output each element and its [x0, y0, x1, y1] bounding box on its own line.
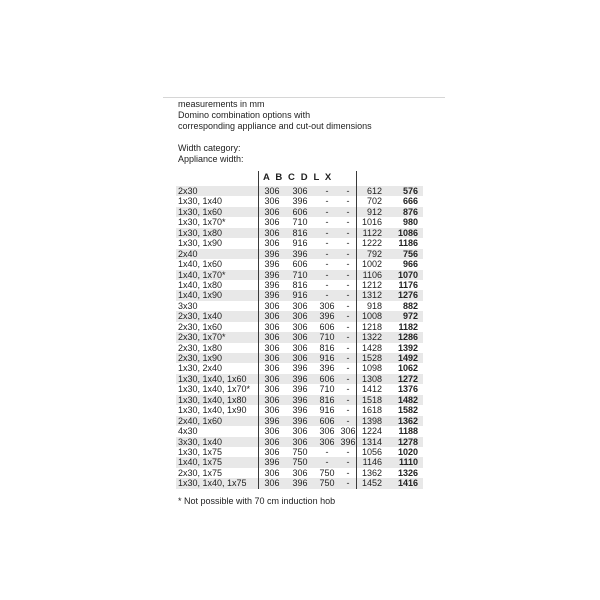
col-l-value: 702: [366, 196, 382, 207]
intro-line-cutout: corresponding appliance and cut-out dimensions: [178, 121, 372, 131]
col-l-value: 1016: [361, 217, 382, 228]
table-row: [176, 207, 423, 217]
col-c-value: -: [325, 238, 329, 249]
table-row: [176, 270, 423, 280]
col-d-value: -: [346, 415, 350, 426]
table-row: [176, 290, 423, 300]
col-d-value: -: [346, 446, 350, 457]
col-l-value: 1452: [361, 478, 382, 489]
col-a-value: 306: [264, 217, 280, 228]
col-d-value: -: [346, 363, 350, 374]
combination-label: 1x40, 1x75: [178, 457, 223, 468]
table-row: [176, 311, 423, 321]
col-l-value: 1222: [361, 238, 382, 249]
col-c-value: -: [325, 248, 329, 259]
table-row: [176, 238, 423, 248]
col-a-value: 306: [264, 446, 280, 457]
col-d-value: -: [346, 217, 350, 228]
col-x-value: 876: [402, 206, 418, 217]
col-x-value: 1086: [397, 227, 418, 238]
col-l-value: 1428: [361, 342, 382, 353]
col-b-value: 306: [292, 436, 308, 447]
table-left-divider: [258, 171, 259, 489]
table-row: [176, 196, 423, 206]
col-a-value: 306: [264, 426, 280, 437]
col-b-value: 396: [292, 248, 308, 259]
category-labels: [178, 143, 244, 165]
col-l-value: 1008: [361, 311, 382, 322]
col-c-value: -: [325, 457, 329, 468]
col-b-value: 396: [292, 478, 308, 489]
table-row: [176, 249, 423, 259]
col-l-value: 1398: [361, 415, 382, 426]
table-row: [176, 395, 423, 405]
col-d-value: -: [346, 300, 350, 311]
col-b-value: 396: [292, 196, 308, 207]
table-row: [176, 457, 423, 467]
col-l-value: 792: [366, 248, 382, 259]
col-c-value: -: [325, 446, 329, 457]
col-d-value: -: [346, 384, 350, 395]
col-b-value: 306: [292, 300, 308, 311]
table-row: [176, 374, 423, 384]
table-row: [176, 437, 423, 447]
col-x-value: 1176: [398, 279, 418, 290]
col-d-value: -: [346, 290, 350, 301]
combination-label: 1x40, 1x80: [178, 279, 223, 290]
col-d-value: -: [346, 259, 350, 270]
col-a-value: 306: [264, 436, 280, 447]
combination-table-body: [176, 186, 423, 489]
table-row: [176, 322, 423, 332]
col-d-value: -: [346, 206, 350, 217]
table-row: [176, 447, 423, 457]
combination-label: 2x30, 1x90: [178, 353, 223, 363]
col-d-value: -: [346, 227, 350, 238]
col-d-value: -: [346, 394, 350, 405]
col-d-value: -: [346, 467, 350, 478]
col-a-value: 396: [264, 248, 280, 259]
table-row: [176, 259, 423, 269]
col-d-value: -: [346, 248, 350, 259]
col-x-value: 980: [402, 217, 418, 228]
col-c-value: 606: [319, 373, 335, 384]
combination-label: 2x30, 1x75: [178, 467, 223, 478]
col-l-value: 918: [366, 300, 382, 311]
col-b-value: 816: [292, 279, 308, 290]
col-a-value: 306: [264, 238, 280, 249]
combination-label: 2x40, 1x60: [178, 415, 223, 426]
combination-label: 2x30, 1x80: [178, 342, 223, 353]
table-row: [176, 384, 423, 394]
table-row: [176, 186, 423, 196]
col-b-value: 816: [292, 227, 308, 238]
col-a-value: 306: [264, 353, 280, 363]
table-row: [176, 468, 423, 478]
col-b-value: 306: [292, 321, 308, 332]
col-c-value: -: [325, 217, 329, 228]
col-d-value: -: [346, 332, 350, 343]
col-b-value: 306: [292, 353, 308, 363]
col-d-value: -: [346, 196, 350, 207]
table-row: [176, 301, 423, 311]
col-c-value: 710: [319, 332, 335, 343]
col-c-value: 606: [319, 321, 335, 332]
col-d-value: -: [346, 405, 350, 416]
col-a-value: 306: [264, 196, 280, 207]
table-row: [176, 343, 423, 353]
col-x-value: 1492: [397, 353, 418, 363]
col-x-value: 1062: [397, 363, 418, 374]
col-x-value: 1416: [397, 478, 418, 489]
col-d-value: -: [346, 238, 350, 249]
col-b-value: 396: [292, 415, 308, 426]
combination-label: 4x30: [178, 426, 198, 437]
combination-label: 1x30, 1x80: [178, 227, 223, 238]
combination-label: 1x30, 1x90: [178, 238, 223, 249]
col-b-value: 750: [292, 446, 308, 457]
col-d-value: 306: [340, 426, 356, 437]
col-b-value: 396: [292, 373, 308, 384]
col-c-value: 396: [319, 363, 335, 374]
col-d-value: -: [346, 478, 350, 489]
col-d-value: -: [346, 311, 350, 322]
col-l-value: 1518: [361, 394, 382, 405]
col-x-value: 576: [402, 186, 418, 196]
combination-label: 1x30, 1x40, 1x60: [178, 373, 247, 384]
col-x-value: 882: [402, 300, 418, 311]
col-l-value: 1618: [361, 405, 382, 416]
col-c-value: 710: [319, 384, 335, 395]
combination-label: 1x40, 1x70*: [178, 269, 226, 280]
table-column-header: A B C D L X: [263, 172, 333, 183]
col-a-value: 306: [264, 363, 280, 374]
col-l-value: 1308: [361, 373, 382, 384]
col-d-value: -: [346, 279, 350, 290]
top-divider-rule: [163, 97, 445, 98]
table-row: [176, 416, 423, 426]
col-a-value: 306: [264, 342, 280, 353]
col-b-value: 306: [292, 332, 308, 343]
col-c-value: 306: [319, 426, 335, 437]
col-x-value: 1582: [397, 405, 418, 416]
table-row: [176, 228, 423, 238]
col-b-value: 306: [292, 186, 308, 196]
combination-label: 2x30, 1x70*: [178, 332, 226, 343]
appliance-width-label: Appliance width:: [178, 154, 244, 164]
col-x-value: 966: [402, 259, 418, 270]
col-b-value: 306: [292, 426, 308, 437]
col-b-value: 916: [292, 290, 308, 301]
col-c-value: 306: [319, 300, 335, 311]
col-d-value: -: [346, 269, 350, 280]
col-l-value: 1218: [361, 321, 382, 332]
col-a-value: 306: [264, 332, 280, 343]
col-c-value: -: [325, 206, 329, 217]
combination-label: 1x30, 1x70*: [178, 217, 226, 228]
col-a-value: 396: [264, 415, 280, 426]
combination-label: 1x40, 1x60: [178, 259, 223, 270]
width-category-label: Width category:: [178, 143, 241, 153]
table-row: [176, 405, 423, 415]
col-a-value: 306: [264, 311, 280, 322]
col-a-value: 396: [264, 290, 280, 301]
col-c-value: -: [325, 259, 329, 270]
col-a-value: 306: [264, 227, 280, 238]
col-c-value: 606: [319, 415, 335, 426]
col-c-value: 916: [319, 353, 335, 363]
col-x-value: 1376: [397, 384, 418, 395]
col-b-value: 306: [292, 342, 308, 353]
col-x-value: 1186: [398, 238, 418, 249]
table-right-divider: [356, 171, 357, 489]
col-a-value: 306: [264, 405, 280, 416]
intro-line-domino: Domino combination options with: [178, 110, 311, 120]
col-x-value: 1326: [397, 467, 418, 478]
col-d-value: 396: [340, 436, 356, 447]
combination-label: 1x30, 2x40: [178, 363, 223, 374]
table-row: [176, 363, 423, 373]
col-l-value: 1322: [361, 332, 382, 343]
col-c-value: -: [325, 227, 329, 238]
col-b-value: 606: [292, 259, 308, 270]
combination-label: 3x30, 1x40: [178, 436, 223, 447]
col-l-value: 1412: [361, 384, 382, 395]
intro-text: [178, 99, 372, 132]
intro-line-measurements: measurements in mm: [178, 99, 265, 109]
table-row: [176, 217, 423, 227]
col-b-value: 710: [292, 217, 308, 228]
col-x-value: 1110: [398, 457, 418, 468]
col-c-value: -: [325, 290, 329, 301]
col-d-value: -: [346, 321, 350, 332]
col-b-value: 306: [292, 311, 308, 322]
col-x-value: 1482: [397, 394, 418, 405]
col-b-value: 606: [292, 206, 308, 217]
col-x-value: 1070: [397, 269, 418, 280]
col-l-value: 1212: [361, 279, 382, 290]
combination-label: 3x30: [178, 300, 198, 311]
combination-label: 1x30, 1x40: [178, 196, 223, 207]
col-a-value: 306: [264, 394, 280, 405]
col-l-value: 1146: [362, 457, 382, 468]
col-b-value: 306: [292, 467, 308, 478]
col-x-value: 1286: [397, 332, 418, 343]
col-l-value: 1056: [361, 446, 382, 457]
col-x-value: 1362: [397, 415, 418, 426]
col-a-value: 306: [264, 206, 280, 217]
col-d-value: -: [346, 353, 350, 363]
col-a-value: 396: [264, 269, 280, 280]
col-b-value: 396: [292, 405, 308, 416]
col-a-value: 396: [264, 457, 280, 468]
col-l-value: 1122: [362, 227, 382, 238]
col-c-value: 816: [319, 394, 335, 405]
col-x-value: 1392: [397, 342, 418, 353]
col-c-value: 750: [319, 478, 335, 489]
col-c-value: 816: [319, 342, 335, 353]
col-a-value: 306: [264, 384, 280, 395]
col-l-value: 1224: [361, 426, 382, 437]
col-b-value: 750: [292, 457, 308, 468]
combination-label: 1x30, 1x40, 1x70*: [178, 384, 251, 395]
col-a-value: 306: [264, 467, 280, 478]
col-l-value: 1098: [361, 363, 382, 374]
col-b-value: 916: [292, 238, 308, 249]
col-a-value: 396: [264, 259, 280, 270]
combination-label: 2x30, 1x40: [178, 311, 223, 322]
combination-label: 1x30, 1x40, 1x75: [178, 478, 247, 489]
col-c-value: 396: [319, 311, 335, 322]
table-row: [176, 280, 423, 290]
col-l-value: 1528: [361, 353, 382, 363]
col-x-value: 1278: [397, 436, 418, 447]
col-l-value: 1002: [361, 259, 382, 270]
table-row: [176, 353, 423, 363]
col-x-value: 756: [402, 248, 418, 259]
col-d-value: -: [346, 373, 350, 384]
col-a-value: 306: [264, 186, 280, 196]
combination-label: 1x30, 1x60: [178, 206, 223, 217]
col-c-value: 916: [319, 405, 335, 416]
combination-label: 2x30, 1x60: [178, 321, 223, 332]
col-b-value: 396: [292, 384, 308, 395]
combination-label: 1x30, 1x75: [178, 446, 223, 457]
col-c-value: -: [325, 279, 329, 290]
col-x-value: 1020: [397, 446, 418, 457]
col-x-value: 666: [402, 196, 418, 207]
col-x-value: 1276: [397, 290, 418, 301]
col-c-value: -: [325, 269, 329, 280]
combination-label: 1x40, 1x90: [178, 290, 223, 301]
col-l-value: 912: [366, 206, 382, 217]
col-c-value: 750: [319, 467, 335, 478]
col-l-value: 1362: [361, 467, 382, 478]
col-l-value: 1314: [361, 436, 382, 447]
col-x-value: 972: [402, 311, 418, 322]
col-d-value: -: [346, 457, 350, 468]
table-row: [176, 426, 423, 436]
col-x-value: 1182: [398, 321, 418, 332]
col-l-value: 1312: [361, 290, 382, 301]
combination-label: 2x40: [178, 248, 198, 259]
col-a-value: 306: [264, 478, 280, 489]
footnote: * Not possible with 70 cm induction hob: [178, 496, 336, 506]
col-c-value: 306: [319, 436, 335, 447]
col-x-value: 1272: [397, 373, 418, 384]
col-a-value: 396: [264, 279, 280, 290]
col-b-value: 396: [292, 394, 308, 405]
combination-label: 2x30: [178, 186, 198, 196]
col-b-value: 396: [292, 363, 308, 374]
col-c-value: -: [325, 196, 329, 207]
combination-table: [176, 171, 423, 489]
col-a-value: 306: [264, 373, 280, 384]
col-d-value: -: [346, 186, 350, 196]
combination-label: 1x30, 1x40, 1x80: [178, 394, 247, 405]
col-c-value: -: [325, 186, 329, 196]
combination-label: 1x30, 1x40, 1x90: [178, 405, 247, 416]
col-x-value: 1188: [398, 426, 418, 437]
table-row: [176, 478, 423, 488]
col-a-value: 306: [264, 321, 280, 332]
table-row: [176, 332, 423, 342]
col-a-value: 306: [264, 300, 280, 311]
col-l-value: 1106: [362, 269, 382, 280]
col-l-value: 612: [366, 186, 382, 196]
col-d-value: -: [346, 342, 350, 353]
col-b-value: 710: [292, 269, 308, 280]
